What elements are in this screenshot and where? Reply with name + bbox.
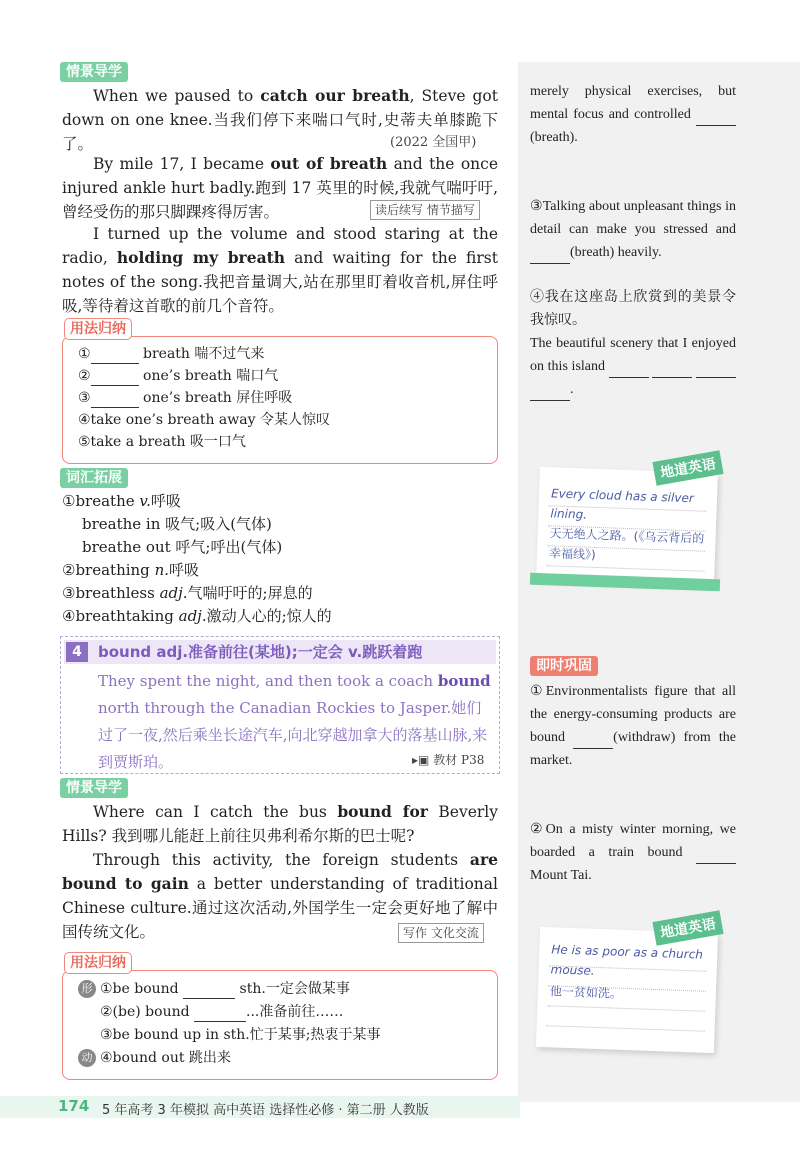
usage1-item-1: ① breath 喘不过气来	[78, 346, 265, 362]
example-hold-breath: I turned up the volume and stood staring at the radio, holding my breath and waiting for the first notes of the song.我把音量调大,站在那里盯着收音机,屏住呼吸,等待着这首歌的前几个音符。	[62, 225, 498, 315]
usage1-item-4: ④take one’s breath away 令某人惊叹	[78, 412, 330, 428]
idiom-2-en: He is as poor as a church mouse.	[550, 942, 704, 978]
usage-title-1: 用法归纳	[64, 318, 132, 340]
usage2-item-4: ④bound out 跳出来	[100, 1050, 231, 1066]
idiom-1-en: Every cloud has a silver lining.	[550, 486, 695, 522]
vocab-item-1: ①breathe v.呼吸	[62, 492, 181, 510]
context-tag-2: 情景导学	[60, 778, 128, 798]
vocab-item-2: breathe in 吸气;吸入(气体)	[82, 515, 272, 533]
bound-example: They spent the night, and then took a coach bound north through the Canadian Rockies to Jasper.她们过了一夜,然后乘坐长途汽车,向北穿越加拿大的落基山脉,来到贾斯珀。	[98, 672, 491, 771]
adj-badge: 形	[78, 980, 96, 998]
vocab-tag: 词汇拓展	[60, 468, 128, 488]
book-icon: ▸▣	[412, 753, 434, 767]
practice-tag: 即时巩固	[530, 656, 598, 676]
exercise-breath-4-cn: ④我在这座岛上欣赏到的美景令我惊叹。	[530, 290, 736, 328]
practice-q1: ①Environmentalists figure that all the energy-consuming products are bound (withdraw) from the market.	[530, 684, 736, 768]
idiom-badge-1: 地道英语	[652, 450, 723, 485]
vocab-item-6: ④breathtaking adj.激动人心的;惊人的	[62, 607, 332, 625]
example-bound-to: Through this activity, the foreign students are bound to gain a better understanding of traditional Chinese culture.通过这次活动,外国学生一定会更好地了解中国传统文化。	[62, 850, 498, 941]
source-ref: (2022 全国甲)	[390, 135, 477, 150]
idiom-note-2	[536, 927, 718, 1053]
usage-title-2: 用法归纳	[64, 952, 132, 974]
vocab-item-5: ③breathless adj.气喘吁吁的;屏息的	[62, 584, 313, 602]
idiom-1-cn: 天无绝人之路。(《乌云背后的幸福线》)	[548, 526, 705, 562]
stamp-plot: 读后续写 情节描写	[370, 200, 480, 220]
example-bound-for: Where can I catch the bus bound for Beverly Hills? 我到哪儿能赶上前往贝弗利希尔斯的巴士呢?	[62, 802, 498, 845]
idiom-2-cn: 他一贫如洗。	[549, 984, 623, 1001]
usage1-item-3: ③ one’s breath 屏住呼吸	[78, 390, 293, 406]
bound-entry-title: bound adj.准备前往(某地);一定会 v.跳跃着跑	[98, 643, 423, 661]
usage2-item-3: ③be bound up in sth.忙于某事;热衷于某事	[100, 1027, 381, 1043]
entry-number: 4	[66, 642, 88, 662]
idiom-badge-2: 地道英语	[652, 910, 723, 945]
page-number: 174	[58, 1097, 90, 1115]
usage2-item-1: ①be bound sth.一定会做某事	[100, 981, 350, 997]
usage1-item-2: ② one’s breath 喘口气	[78, 368, 279, 384]
practice-q2: ②On a misty winter morning, we boarded a train bound Mount Tai.	[530, 822, 736, 883]
exercise-breath-1: merely physical exercises, but mental focus and controlled (breath).	[530, 84, 736, 145]
vocab-item-4: ②breathing n.呼吸	[62, 561, 200, 579]
example-out-of-breath: By mile 17, I became out of breath and the once injured ankle hurt badly.跑到 17 英里的时候,我就气喘吁吁,曾经受伤的那只脚踝疼得厉害。	[62, 154, 498, 221]
stamp-culture: 写作 文化交流	[398, 923, 484, 943]
usage1-item-5: ⑤take a breath 吸一口气	[78, 434, 246, 450]
exercise-breath-3: ③Talking about unpleasant things in detail can make you stressed and (breath) heavily.	[530, 195, 736, 264]
idiom-note-1	[536, 467, 718, 585]
exercise-breath-4-en: The beautiful scenery that I enjoyed on this island .	[530, 332, 736, 401]
vocab-item-3: breathe out 呼气;呼出(气体)	[82, 538, 283, 556]
example-catch-breath: When we paused to catch our breath, Steve got down on one knee.当我们停下来喘口气时,史蒂夫单膝跪下了。	[62, 86, 498, 153]
usage2-item-2: ②(be) bound ...准备前往……	[100, 1004, 344, 1020]
textbook-ref: ▸▣ 教材 P38	[412, 753, 485, 767]
verb-badge: 动	[78, 1049, 96, 1067]
context-tag-1: 情景导学	[60, 62, 128, 82]
book-title: 5 年高考 3 年模拟 高中英语 选择性必修 · 第二册 人教版	[102, 1103, 429, 1118]
